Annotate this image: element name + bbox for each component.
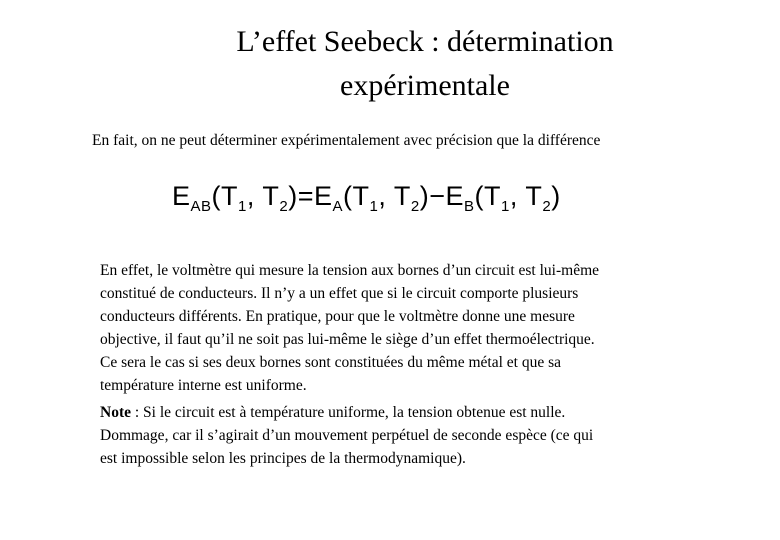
paragraph-line: Ce sera le cas si ses deux bornes sont constituées du même métal et que sa [100,354,561,371]
eq-b-close: ) [551,181,561,211]
slide-title [100,20,750,108]
eq-b-t1-sub: 1 [501,198,510,215]
eq-a-comma: , T [378,181,411,211]
eq-lhs-open: (T [211,181,239,211]
eq-a-open: (T [343,181,370,211]
eq-b-e: E [445,181,465,211]
eq-lhs-sub: AB [190,198,212,215]
eq-lhs-close: ) [288,181,298,211]
slide-title-line-1: L’effet Seebeck : détermination [236,25,614,58]
note-label: Note [100,404,131,421]
paragraph-line: conducteurs différents. En pratique, pour que le voltmètre donne une mesure [100,308,575,325]
paragraph-line: est impossible selon les principes de la thermodynamique). [100,450,466,467]
eq-lhs-comma: , T [246,181,280,211]
eq-a-t2-sub: 2 [410,198,420,215]
eq-a-t1-sub: 1 [369,198,379,215]
paragraph-line: Dommage, car il s’agirait d’un mouvement perpétuel de seconde espèce (ce qui [100,427,594,444]
eq-b-open: (T [474,181,502,211]
slide-title-line-2: expérimentale [340,69,510,102]
paragraph-line: constitué de conducteurs. Il n’y a un effet que si le circuit comporte plusieurs [100,285,579,302]
paragraph-line: objective, il faut qu’il ne soit pas lui-même le siège d’un effet thermoélectrique. [100,331,595,348]
intro-text: En fait, on ne peut déterminer expérimentalement avec précision que la différence [92,132,601,149]
eq-a-sub: A [332,198,344,215]
note-first-line-text: : Si le circuit est à température uniforme, la tension obtenue est nulle. [131,404,566,421]
eq-lhs-t1-sub: 1 [238,198,247,215]
paragraph-line: En effet, le voltmètre qui mesure la tension aux bornes d’un circuit est lui-même [100,262,600,279]
eq-b-comma: , T [509,181,543,211]
eq-lhs-t2-sub: 2 [279,198,289,215]
eq-a-e: E [314,181,333,211]
eq-b-t2-sub: 2 [542,198,552,215]
voltmeter-paragraph [100,259,700,397]
paragraph-line: température interne est uniforme. [100,377,307,394]
note-first-line [100,401,700,424]
eq-a-close: ) [419,181,430,211]
seebeck-equation [172,176,561,220]
eq-lhs-e: E [172,181,191,211]
eq-b-sub: B [464,198,475,215]
eq-minus: − [429,181,446,211]
eq-equals: = [297,181,314,211]
note-paragraph [100,401,700,470]
